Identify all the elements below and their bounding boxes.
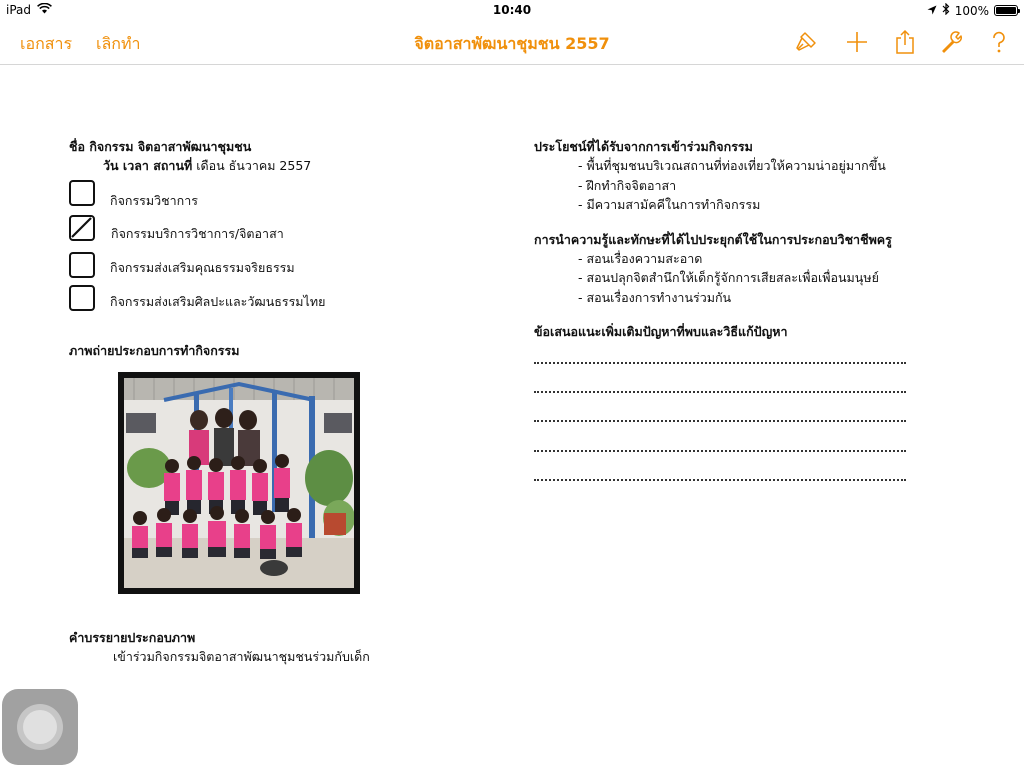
date-value: เดือน ธันวาคม 2557 bbox=[192, 158, 312, 173]
checkbox-culture[interactable] bbox=[69, 285, 95, 311]
blank-answer-line[interactable] bbox=[534, 450, 906, 452]
battery-percent: 100% bbox=[954, 3, 989, 18]
apply-item: - สอนปลุกจิตสำนึกให้เด็กรู้จักการเสียสละเพื่อเพื่อนมนุษย์ bbox=[578, 270, 879, 285]
check-mark-icon bbox=[71, 217, 92, 238]
benefit-item: - ฝึกทำกิจจิตอาสา bbox=[578, 178, 677, 193]
battery-icon bbox=[994, 5, 1018, 16]
document-title[interactable]: จิตอาสาพัฒนาชุมชน 2557 bbox=[414, 34, 610, 53]
assistive-touch-button[interactable] bbox=[2, 689, 78, 765]
activity-name: ชื่อ กิจกรรม จิตอาสาพัฒนาชุมชน bbox=[69, 139, 252, 154]
checkbox-ethics[interactable] bbox=[69, 252, 95, 278]
wrench-icon[interactable] bbox=[939, 29, 965, 55]
status-bar bbox=[0, 0, 1024, 20]
benefit-item: - พื้นที่ชุมชนบริเวณสถานที่ท่องเที่ยวให้ความน่าอยู่มากขึ้น bbox=[578, 158, 886, 173]
blank-answer-line[interactable] bbox=[534, 479, 906, 481]
checkbox-academic-label: กิจกรรมวิชาการ bbox=[110, 193, 198, 208]
benefits-heading: ประโยชน์ที่ได้รับจากการเข้าร่วมกิจกรรม bbox=[534, 139, 753, 154]
assistive-touch-inner-ring bbox=[23, 710, 57, 744]
suggest-heading: ข้อเสนอแนะเพิ่มเติมปัญหาที่พบและวิธีแก้ปัญหา bbox=[534, 324, 788, 339]
apply-item: - สอนเรื่องความสะอาด bbox=[578, 251, 703, 266]
apply-heading: การนำความรู้และทักษะที่ได้ไปประยุกต์ใช้ในการประกอบวิชาชีพครู bbox=[534, 232, 892, 247]
photo-heading: ภาพถ่ายประกอบการทำกิจกรรม bbox=[69, 343, 240, 358]
blank-answer-line[interactable] bbox=[534, 362, 906, 364]
toolbar bbox=[0, 20, 1024, 65]
bluetooth-icon bbox=[942, 3, 950, 18]
activity-photo[interactable] bbox=[118, 372, 360, 594]
activity-photo-image bbox=[124, 378, 354, 588]
apply-item: - สอนเรื่องการทำงานร่วมกัน bbox=[578, 290, 732, 305]
caption-text: เข้าร่วมกิจกรรมจิตอาสาพัฒนาชุมชนร่วมกับเด็ก bbox=[113, 649, 370, 664]
checkbox-culture-label: กิจกรรมส่งเสริมศิลปะและวัฒนธรรมไทย bbox=[110, 294, 326, 309]
battery-level bbox=[996, 7, 1016, 14]
share-icon[interactable] bbox=[892, 29, 918, 55]
activity-date bbox=[103, 156, 311, 176]
checkbox-volunteer-label: กิจกรรมบริการวิชาการ/จิตอาสา bbox=[111, 226, 284, 241]
checkbox-ethics-label: กิจกรรมส่งเสริมคุณธรรมจริยธรรม bbox=[110, 260, 295, 275]
benefit-item: - มีความสามัคคีในการทำกิจกรรม bbox=[578, 197, 761, 212]
format-brush-icon[interactable] bbox=[793, 29, 819, 55]
undo-button[interactable]: เลิกทำ bbox=[96, 34, 141, 53]
document-canvas[interactable] bbox=[0, 66, 1024, 768]
date-label: วัน เวลา สถานที่ bbox=[103, 158, 193, 173]
checkbox-volunteer[interactable] bbox=[69, 215, 95, 241]
add-icon[interactable] bbox=[844, 29, 870, 55]
location-arrow-icon bbox=[927, 4, 937, 18]
blank-answer-line[interactable] bbox=[534, 420, 906, 422]
checkbox-academic[interactable] bbox=[69, 180, 95, 206]
device-name: iPad bbox=[6, 3, 32, 17]
blank-answer-line[interactable] bbox=[534, 391, 906, 393]
caption-heading: คำบรรยายประกอบภาพ bbox=[69, 630, 196, 645]
status-time: 10:40 bbox=[492, 3, 532, 17]
help-icon[interactable] bbox=[986, 29, 1012, 55]
documents-button[interactable]: เอกสาร bbox=[20, 34, 73, 53]
